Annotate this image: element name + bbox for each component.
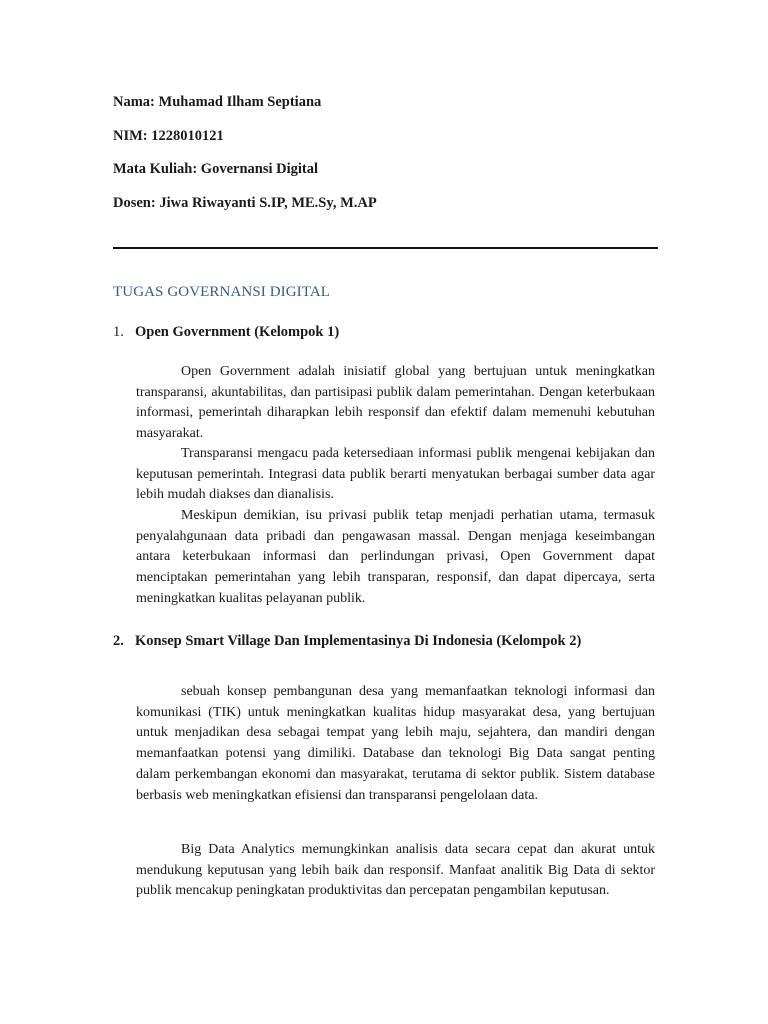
section-2-paragraph-2: Big Data Analytics memungkinkan analisis data secara cepat dan akurat untuk mendukung keputusan yang lebih baik dan responsif. Manfaat analitik Big Data di sektor publik mencakup peningkatan produktivitas dan percepatan pengambilan keputusan. — [136, 842, 655, 899]
course-name: Mata Kuliah: Governansi Digital — [113, 161, 319, 177]
section-2-title: Konsep Smart Village Dan Implementasinya Di Indonesia (Kelompok 2) — [135, 633, 582, 649]
section-1-paragraph-1: Open Government adalah inisiatif global yang bertujuan untuk meningkatkan transparansi, akuntabilitas, dan partisipasi publik dalam pemerintahan. Dengan keterbukaan informasi, pemerintah diharapkan lebih responsif dan efektif dalam memenuhi kebutuhan masyarakat. — [136, 364, 655, 442]
lecturer-name: Dosen: Jiwa Riwayanti S.IP, ME.Sy, M.AP — [113, 194, 377, 211]
section-2-paragraph-1: sebuah konsep pembangunan desa yang memanfaatkan teknologi informasi dan komunikasi (TIK) untuk meningkatkan kualitas hidup masyarakat desa, yang bertujuan untuk menjadikan desa sebagai tempat yang lebih maju, sejahtera, dan mandiri dengan memanfaatkan potensi yang dimiliki. Database dan teknologi Big Data sangat penting dalam perkembangan ekonomi dan masyarakat, terutama di sektor publik. Sistem database berbasis web meningkatkan efisiensi dan transparansi pengelolaan data. — [136, 684, 655, 803]
section-2-heading — [113, 631, 581, 651]
section-1-paragraph-3: Meskipun demikian, isu privasi publik tetap menjadi perhatian utama, termasuk penyalahgunaan data pribadi dan pengawasan massal. Dengan menjaga keseimbangan antara keterbukaan informasi dan perlindungan privasi, Open Government dapat menciptakan pemerintahan yang lebih transparan, responsif, dan dapat dipercaya, serta meningkatkan kualitas pelayanan publik. — [136, 508, 655, 606]
horizontal-divider — [113, 247, 658, 249]
student-id: NIM: 1228010121 — [113, 127, 224, 144]
section-1-heading — [113, 322, 339, 342]
section-1-paragraph-2: Transparansi mengacu pada ketersediaan informasi publik mengenai kebijakan dan keputusan pemerintah. Integrasi data publik berarti menyatukan berbagai sumber data agar lebih mudah diakses dan dianalisis. — [136, 446, 655, 503]
section-1-number: 1. — [113, 324, 124, 340]
student-info-block — [113, 92, 673, 226]
document-title: TUGAS GOVERNANSI DIGITAL — [113, 284, 331, 300]
student-name: Nama: Muhamad Ilham Septiana — [113, 94, 322, 110]
section-1-title: Open Government (Kelompok 1) — [135, 324, 340, 340]
section-2-number: 2. — [113, 633, 124, 649]
